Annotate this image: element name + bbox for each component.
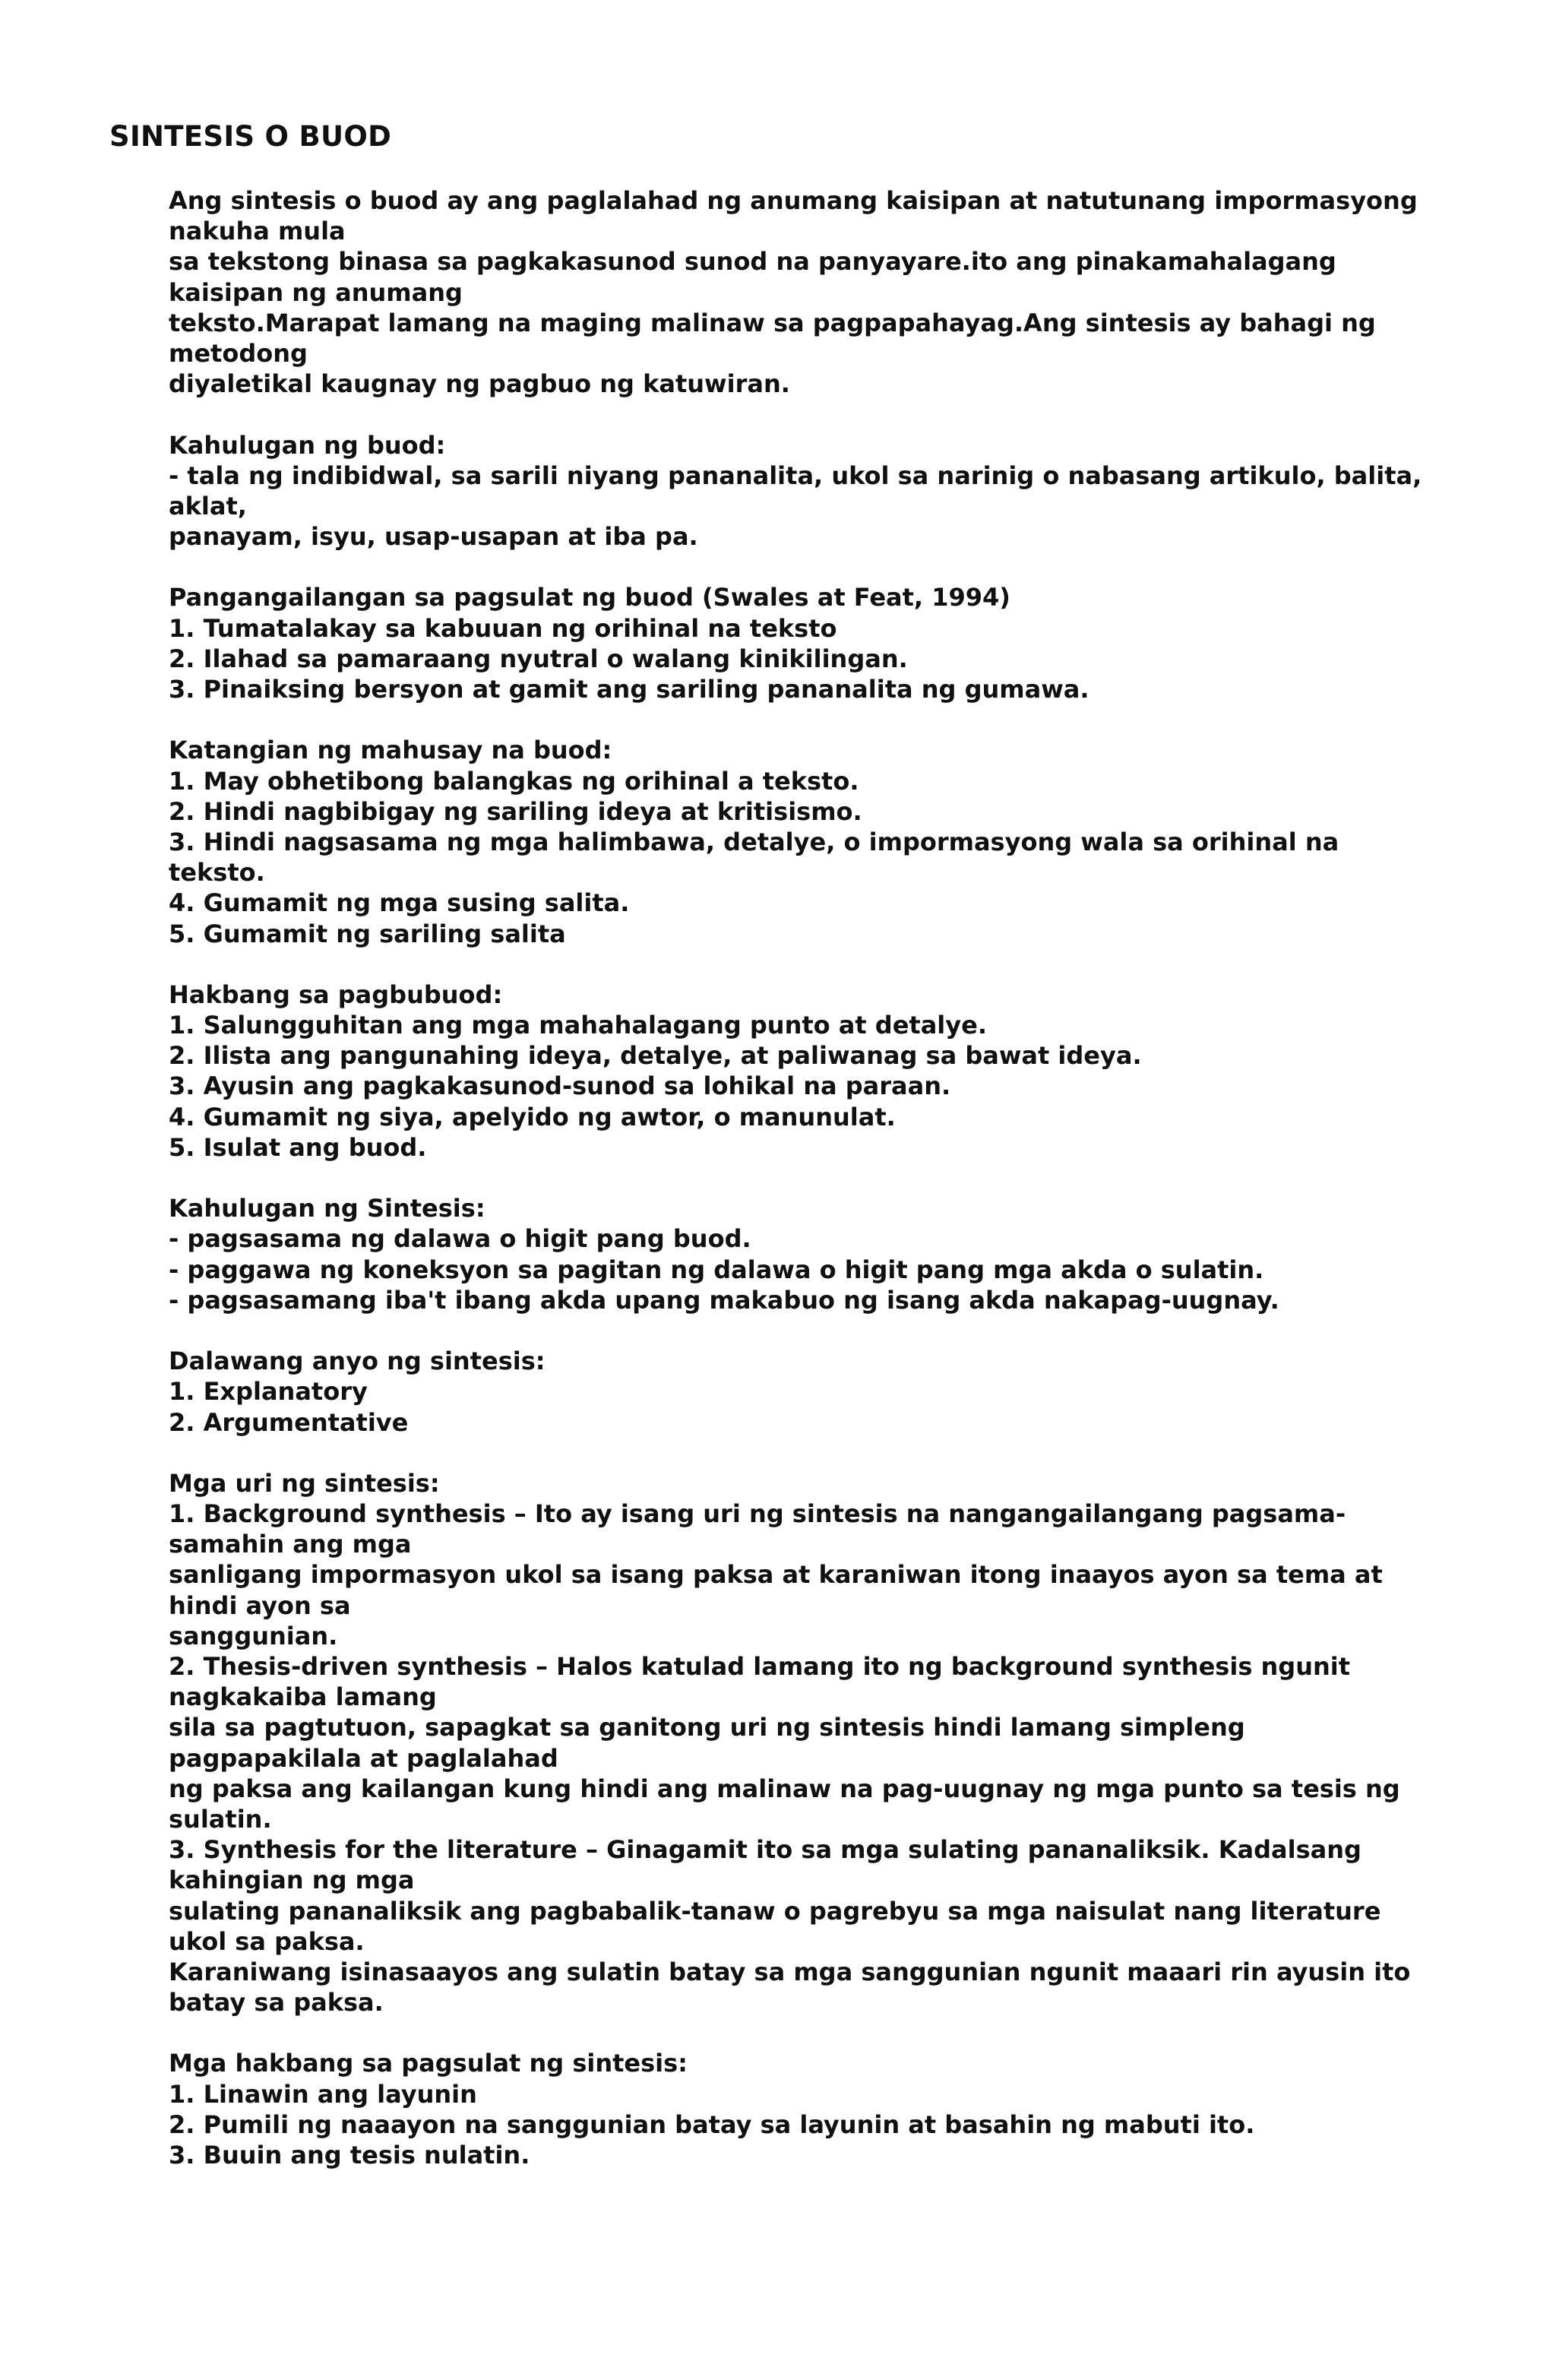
text-line: 2. Ilahad sa pamaraang nyutral o walang kinikilingan. [169,644,908,673]
text-line: Mga uri ng sintesis: [169,1468,440,1498]
text-line: kahingian ng mga [169,1866,415,1895]
text-line: 3. Pinaiksing bersyon at gamit ang sariling pananalita ng gumawa. [169,675,1090,704]
text-line: 1. May obhetibong balangkas ng orihinal a teksto. [169,766,859,796]
text-line: panayam, isyu, usap-usapan at iba pa. [169,522,698,552]
text-line: 2. Ilista ang pangunahing ideya, detalye, at paliwanag sa bawat ideya. [169,1041,1142,1071]
text-line: 2. Pumili ng naaayon na sanggunian batay sa layunin at basahin ng mabuti ito. [169,2109,1255,2139]
text-line: ng paksa ang kailangan kung hindi ang malinaw na pag-uugnay ng mga punto sa tesis ng [169,1774,1400,1803]
text-line: Kahulugan ng buod: [169,430,446,460]
text-line: 1. Tumatalakay sa kabuuan ng orihinal na teksto [169,613,837,643]
text-line: sanggunian. [169,1621,338,1650]
document-body [169,185,1422,2170]
text-line: aklat, [169,491,247,521]
paragraph-gap [169,1438,1324,1468]
text-line: 3. Ayusin ang pagkakasunod-sunod sa lohikal na paraan. [169,1071,951,1101]
text-line: samahin ang mga [169,1530,412,1559]
text-line: 1. Explanatory [169,1377,368,1407]
text-line: Hakbang sa pagbubuod: [169,980,503,1009]
text-line: Mga hakbang sa pagsulat ng sintesis: [169,2049,688,2078]
text-line: pagpapakilala at paglalahad [169,1743,558,1773]
text-line: 2. Thesis-driven synthesis – Halos katulad lamang ito ng background synthesis ngunit [169,1652,1351,1681]
text-line: sa tekstong binasa sa pagkakasunod sunod na panyayare.ito ang pinakamahalagang [169,247,1336,277]
text-line: metodong [169,338,308,368]
text-line: batay sa paksa. [169,1988,384,2018]
document-title: SINTESIS O BUOD [109,120,392,153]
paragraph-gap [169,552,1324,582]
text-line: nakuha mula [169,217,346,246]
text-line: 1. Background synthesis – Ito ay isang uri ng sintesis na nangangailangang pagsama- [169,1499,1346,1529]
paragraph-gap [169,1163,1324,1193]
paragraph-gap [169,704,1324,735]
text-line: 2. Argumentative [169,1407,409,1437]
text-line: - pagsasama ng dalawa o higit pang buod. [169,1224,751,1254]
text-line: hindi ayon sa [169,1590,351,1620]
text-line: Ang sintesis o buod ay ang paglalahad ng anumang kaisipan at natutunang impormasyong [169,186,1418,215]
text-line: Karaniwang isinasaayos ang sulatin batay sa mga sanggunian ngunit maaari rin ayusin ito [169,1957,1411,1986]
text-line: teksto.Marapat lamang na maging malinaw sa pagpapahayag.Ang sintesis ay bahagi ng [169,308,1376,337]
text-line: 2. Hindi nagbibigay ng sariling ideya at kritisismo. [169,796,862,826]
paragraph-gap [169,1315,1324,1346]
text-line: 1. Linawin ang layunin [169,2079,477,2109]
text-line: diyaletikal kaugnay ng pagbuo ng katuwiran. [169,369,790,399]
text-line: kaisipan ng anumang [169,277,463,307]
text-line: sanligang impormasyon ukol sa isang paksa at karaniwan itong inaayos ayon sa tema at [169,1560,1383,1590]
text-line: sulating pananaliksik ang pagbabalik-tanaw o pagrebyu sa mga naisulat nang literature [169,1896,1381,1926]
text-line: sila sa pagtutuon, sapagkat sa ganitong uri ng sintesis hindi lamang simpleng [169,1713,1245,1742]
text-line: 4. Gumamit ng siya, apelyido ng awtor, o manunulat. [169,1102,896,1131]
text-line: 3. Synthesis for the literature – Ginagamit ito sa mga sulating pananaliksik. Kadalsang [169,1835,1362,1865]
text-line: Pangangailangan sa pagsulat ng buod (Swales at Feat, 1994) [169,583,1010,612]
text-line: - paggawa ng koneksyon sa pagitan ng dalawa o higit pang mga akda o sulatin. [169,1255,1264,1284]
text-line: teksto. [169,858,265,888]
text-line: ukol sa paksa. [169,1926,365,1956]
text-line: 1. Salungguhitan ang mga mahahalagang punto at detalye. [169,1011,987,1040]
text-line: nagkakaiba lamang [169,1682,437,1712]
text-line: 4. Gumamit ng mga susing salita. [169,888,630,918]
text-line: Katangian ng mahusay na buod: [169,736,612,765]
text-line: 3. Buuin ang tesis nulatin. [169,2141,530,2170]
text-line: - pagsasamang iba't ibang akda upang makabuo ng isang akda nakapag-uugnay. [169,1285,1279,1315]
paragraph-gap [169,2018,1324,2048]
text-line: 5. Isulat ang buod. [169,1132,427,1162]
text-line: Kahulugan ng Sintesis: [169,1194,485,1223]
text-line: 5. Gumamit ng sariling salita [169,919,566,948]
text-line: 3. Hindi nagsasama ng mga halimbawa, detalye, o impormasyong wala sa orihinal na [169,827,1339,856]
text-line: Dalawang anyo ng sintesis: [169,1347,546,1376]
text-line: sulatin. [169,1804,272,1834]
text-line: - tala ng indibidwal, sa sarili niyang pananalita, ukol sa narinig o nabasang artikulo, balita, [169,460,1422,490]
paragraph-gap [169,949,1324,980]
paragraph-gap [169,399,1324,429]
